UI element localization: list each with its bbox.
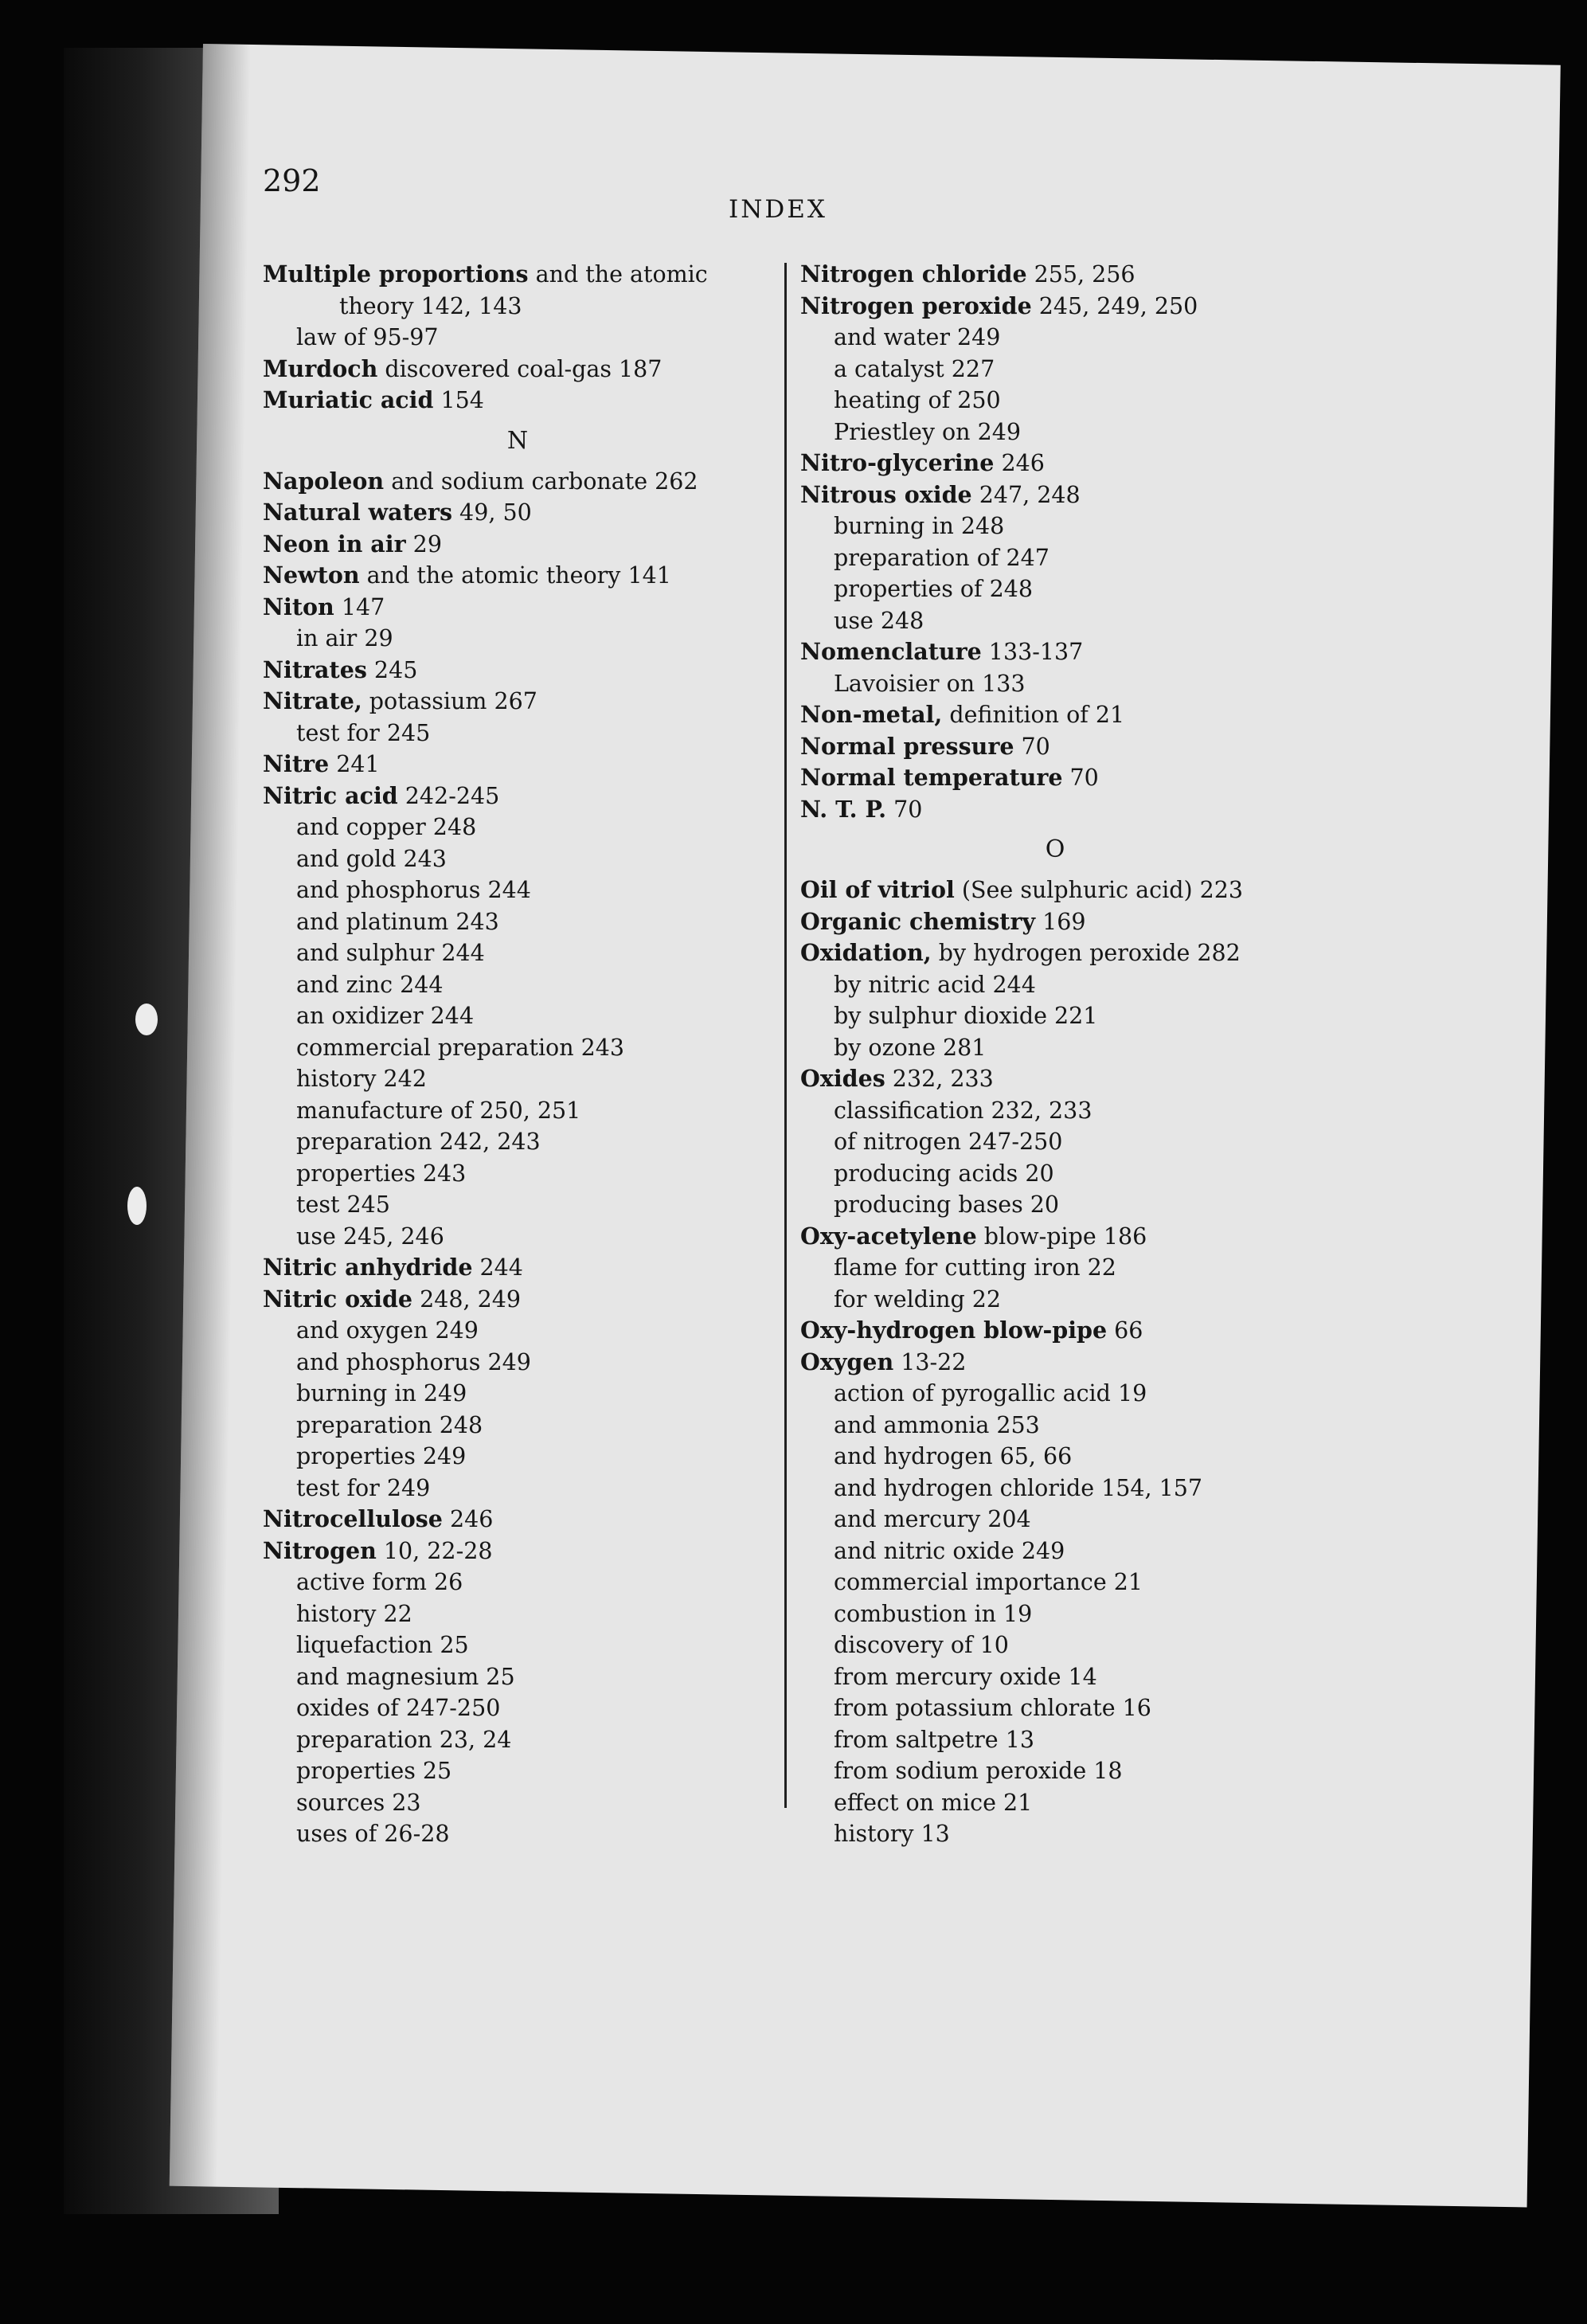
index-entry-pages: test 245 [296, 1191, 390, 1218]
index-entry-pages: 13-22 [893, 1348, 967, 1375]
index-entry-pages: a catalyst 227 [834, 355, 995, 382]
index-entry-pages: 70 [1062, 765, 1099, 791]
index-column-right [800, 259, 1310, 1850]
index-entry-term: Nitrocellulose [263, 1505, 443, 1532]
index-entry [800, 259, 1310, 291]
index-entry [263, 1504, 772, 1536]
index-entry [800, 874, 1310, 906]
index-entry-term: Napoleon [263, 467, 385, 495]
index-entry-term: Oxy-hydrogen blow-pipe [800, 1317, 1108, 1344]
index-entry-pages: producing acids 20 [834, 1160, 1054, 1187]
index-entry-term: Nitrogen chloride [800, 260, 1027, 288]
index-subentry [263, 1378, 772, 1410]
index-entry [263, 1536, 772, 1567]
index-entry [800, 1063, 1310, 1095]
index-entry-term: Oxy-acetylene [800, 1222, 977, 1250]
index-entry [263, 560, 772, 592]
index-subentry [263, 1818, 772, 1850]
index-entry [800, 937, 1310, 969]
index-subentry [800, 1567, 1310, 1598]
index-entry [263, 1252, 772, 1284]
index-entry-pages: 66 [1107, 1317, 1143, 1344]
index-entry-pages: 244 [472, 1254, 523, 1281]
index-entry-pages: and gold 243 [296, 845, 447, 872]
index-entry-pages: test for 249 [296, 1474, 431, 1501]
index-entry [800, 291, 1310, 323]
index-subentry [800, 1378, 1310, 1410]
index-subentry [263, 1630, 772, 1661]
index-entry-pages: 245 [366, 656, 418, 683]
index-entry-pages: 241 [329, 751, 380, 777]
index-subentry [263, 1410, 772, 1442]
index-entry-pages: definition of 21 [942, 702, 1125, 728]
index-entry [800, 731, 1310, 763]
index-entry-term: Nitric oxide [263, 1285, 413, 1313]
index-entry [800, 1315, 1310, 1347]
index-entry-term: Nomenclature [800, 638, 982, 665]
index-entry-pages: Priestley on 249 [834, 418, 1021, 445]
index-entry-pages: and copper 248 [296, 814, 477, 840]
index-entry-term: Multiple proportions [263, 260, 529, 288]
index-entry-pages: and ammonia 253 [834, 1411, 1040, 1438]
page-title: INDEX [729, 195, 827, 224]
index-subentry [263, 937, 772, 969]
index-subentry [800, 1692, 1310, 1724]
index-entry-pages: from mercury oxide 14 [834, 1663, 1097, 1690]
index-entry-term: N. T. P. [800, 795, 887, 823]
index-entry-term: Neon in air [263, 530, 406, 558]
column-divider [784, 263, 787, 1808]
index-subentry [263, 1567, 772, 1598]
index-entry [263, 749, 772, 781]
index-entry [263, 385, 772, 417]
index-subentry [800, 1032, 1310, 1064]
index-entry [800, 906, 1310, 938]
index-entry [263, 781, 772, 812]
index-entry-pages: and nitric oxide 249 [834, 1537, 1065, 1564]
index-subentry [263, 1158, 772, 1190]
index-entry-term: Normal temperature [800, 764, 1063, 791]
index-subentry [263, 1692, 772, 1724]
index-entry-term: Non-metal, [800, 701, 943, 728]
index-entry-pages: history 242 [296, 1066, 427, 1092]
index-entry-pages: 154 [433, 387, 484, 413]
index-subentry [800, 1410, 1310, 1442]
index-subentry [263, 843, 772, 875]
index-entry-term: Nitre [263, 750, 330, 777]
index-subentry [800, 354, 1310, 385]
index-entry-pages: and the atomic [528, 261, 708, 288]
index-entry-pages: and mercury 204 [834, 1506, 1031, 1532]
index-entry-pages: and hydrogen 65, 66 [834, 1443, 1073, 1469]
index-entry-term: Nitrates [263, 655, 367, 683]
index-entry-pages: by sulphur dioxide 221 [834, 1003, 1098, 1029]
index-entry-term: Oil of vitriol [800, 876, 955, 903]
index-subentry [800, 1126, 1310, 1158]
index-entry-pages: preparation 23, 24 [296, 1726, 512, 1753]
index-entry-term: Muriatic acid [263, 386, 434, 413]
index-entry-pages: by hydrogen peroxide 282 [931, 940, 1241, 966]
index-entry-term: Normal pressure [800, 732, 1014, 760]
index-entry-term: Newton [263, 561, 360, 589]
index-entry-pages: 242-245 [397, 782, 500, 809]
index-entry-pages: and oxygen 249 [296, 1317, 479, 1344]
index-entry-pages: discovery of 10 [834, 1632, 1009, 1658]
index-entry-pages: classification 232, 233 [834, 1097, 1093, 1124]
index-subentry [263, 1000, 772, 1032]
index-entry-pages: 70 [886, 796, 923, 823]
index-entry-pages: sources 23 [296, 1789, 421, 1816]
index-entry-pages: use 245, 246 [296, 1223, 444, 1250]
index-subentry [800, 385, 1310, 417]
index-entry [263, 354, 772, 385]
index-entry-pages: commercial preparation 243 [296, 1034, 625, 1061]
index-entry-term: Nitrate, [263, 687, 362, 714]
index-subentry [800, 1189, 1310, 1221]
index-entry [263, 592, 772, 624]
index-subentry [800, 1630, 1310, 1661]
index-entry-pages: 133-137 [981, 639, 1084, 665]
index-subentry [800, 573, 1310, 605]
index-entry [800, 762, 1310, 794]
index-subentry [263, 1315, 772, 1347]
index-section-letter: N [506, 426, 529, 455]
index-entry [800, 636, 1310, 668]
index-entry-pages: 255, 256 [1026, 261, 1136, 288]
index-entry [263, 686, 772, 718]
index-entry-pages: from saltpetre 13 [834, 1726, 1034, 1753]
index-entry-pages: potassium 267 [362, 688, 537, 714]
index-entry-term: Oxygen [800, 1348, 894, 1375]
index-subentry [800, 1252, 1310, 1284]
index-subentry [263, 1473, 772, 1504]
index-entry-pages: 49, 50 [452, 499, 532, 526]
index-subentry [800, 417, 1310, 448]
index-entry-pages: and sulphur 244 [296, 940, 485, 966]
index-subentry [800, 1536, 1310, 1567]
index-entry-pages: and sodium carbonate 262 [384, 468, 698, 495]
index-subentry [800, 1818, 1310, 1850]
index-entry-pages: theory 142, 143 [339, 292, 522, 319]
index-subentry [263, 322, 772, 354]
index-entry-pages: properties 25 [296, 1758, 452, 1784]
dust-speck [127, 1187, 147, 1225]
index-entry-term: Nitric acid [263, 781, 398, 809]
index-subentry [263, 1755, 772, 1787]
index-subentry [263, 1126, 772, 1158]
index-subentry [800, 1598, 1310, 1630]
index-entry-pages: and phosphorus 249 [296, 1348, 531, 1375]
index-entry-pages: 248, 249 [412, 1285, 522, 1313]
index-entry [800, 794, 1310, 826]
index-entry-term: Nitrogen peroxide [800, 291, 1032, 319]
index-entry-pages: 70 [1014, 733, 1050, 760]
index-entry-pages: properties 249 [296, 1443, 467, 1469]
index-subentry [800, 1473, 1310, 1504]
index-entry-pages: properties of 248 [834, 576, 1034, 602]
index-entry [263, 529, 772, 561]
index-entry-term: Nitrous oxide [800, 480, 972, 508]
index-entry-pages: and platinum 243 [296, 908, 499, 935]
page-number: 292 [263, 163, 321, 198]
index-entry-pages: test for 245 [296, 719, 431, 746]
index-entry-pages: combustion in 19 [834, 1600, 1033, 1627]
index-subentry [263, 291, 772, 323]
index-entry-pages: manufacture of 250, 251 [296, 1097, 581, 1124]
index-subentry [800, 322, 1310, 354]
index-entry-pages: and magnesium 25 [296, 1663, 515, 1690]
index-subentry [800, 1441, 1310, 1473]
index-entry-pages: 232, 233 [885, 1066, 994, 1092]
index-subentry [263, 1095, 772, 1127]
index-entry-pages: heating of 250 [834, 387, 1001, 413]
index-entry-pages: burning in 248 [834, 513, 1005, 539]
index-subentry [263, 1063, 772, 1095]
index-entry-pages: uses of 26-28 [296, 1821, 450, 1847]
index-entry [263, 1284, 772, 1316]
index-entry-pages: liquefaction 25 [296, 1632, 469, 1658]
index-entry-pages: by nitric acid 244 [834, 971, 1036, 998]
index-subentry [800, 1095, 1310, 1127]
index-entry [800, 479, 1310, 511]
index-entry-term: Oxidation, [800, 939, 932, 966]
index-subentry [263, 874, 772, 906]
index-subentry [263, 1032, 772, 1064]
index-subentry [263, 1661, 772, 1693]
index-entry-term: Natural waters [263, 499, 452, 526]
index-entry-pages: 147 [334, 593, 385, 620]
index-subentry [263, 718, 772, 749]
index-entry-pages: producing bases 20 [834, 1191, 1060, 1218]
index-entry-pages: history 22 [296, 1600, 412, 1627]
index-entry-term: Nitrogen [263, 1536, 377, 1564]
index-entry [263, 655, 772, 687]
index-subentry [800, 969, 1310, 1001]
index-entry-pages: preparation 248 [296, 1411, 483, 1438]
index-entry-pages: by ozone 281 [834, 1034, 987, 1061]
index-subentry [263, 1189, 772, 1221]
index-entry-pages: and zinc 244 [296, 971, 444, 998]
index-entry-pages: discovered coal-gas 187 [377, 355, 663, 382]
index-subentry [800, 511, 1310, 542]
index-subentry [263, 1787, 772, 1819]
index-entry [800, 1347, 1310, 1379]
index-entry-pages: 245, 249, 250 [1031, 292, 1198, 319]
index-subentry [800, 1724, 1310, 1756]
index-subentry [263, 623, 772, 655]
index-section-letter: O [1045, 835, 1065, 863]
index-entry-pages: (See sulphuric acid) 223 [954, 877, 1244, 903]
index-column-left [263, 259, 772, 1850]
index-subentry [800, 1787, 1310, 1819]
index-subentry [263, 969, 772, 1001]
index-subentry [800, 1158, 1310, 1190]
index-entry-pages: and hydrogen chloride 154, 157 [834, 1474, 1203, 1501]
index-entry-pages: oxides of 247-250 [296, 1695, 501, 1721]
index-entry-pages: 246 [994, 450, 1045, 476]
index-subentry [263, 1598, 772, 1630]
index-entry-term: Oxides [800, 1065, 885, 1092]
index-subentry [800, 1661, 1310, 1693]
index-entry-pages: and the atomic theory 141 [359, 562, 671, 589]
index-entry-pages: use 248 [834, 607, 924, 634]
index-entry-pages: from sodium peroxide 18 [834, 1758, 1123, 1784]
index-subentry [263, 1724, 772, 1756]
index-subentry [263, 1347, 772, 1379]
index-entry [263, 259, 772, 291]
index-entry-term: Nitro-glycerine [800, 449, 995, 476]
index-entry-pages: for welding 22 [834, 1285, 1002, 1313]
index-subentry [263, 1221, 772, 1253]
index-entry-pages: history 13 [834, 1821, 950, 1847]
index-entry-term: Organic chemistry [800, 907, 1036, 935]
index-subentry [800, 605, 1310, 637]
index-entry-term: Niton [263, 593, 334, 620]
index-entry-pages: burning in 249 [296, 1380, 467, 1407]
index-entry-pages: from potassium chlorate 16 [834, 1695, 1151, 1721]
index-entry-pages: action of pyrogallic acid 19 [834, 1380, 1147, 1407]
index-entry [800, 1221, 1310, 1253]
index-entry-pages: of nitrogen 247-250 [834, 1129, 1063, 1155]
index-subentry [800, 1755, 1310, 1787]
index-entry [800, 699, 1310, 731]
index-entry-pages: 169 [1035, 908, 1086, 935]
index-entry-pages: blow-pipe 186 [976, 1223, 1147, 1250]
index-subentry [800, 1284, 1310, 1316]
index-entry-pages: and phosphorus 244 [296, 877, 531, 903]
index-entry-pages: 247, 248 [971, 481, 1081, 508]
index-entry-pages: in air 29 [296, 625, 393, 651]
index-entry-pages: 10, 22-28 [376, 1537, 493, 1564]
index-subentry [263, 1441, 772, 1473]
index-subentry [263, 812, 772, 843]
index-entry-pages: an oxidizer 244 [296, 1003, 475, 1029]
index-entry [800, 448, 1310, 479]
index-entry-pages: and water 249 [834, 324, 1001, 350]
index-subentry [800, 668, 1310, 700]
index-entry-pages: 29 [405, 530, 442, 558]
index-entry-pages: flame for cutting iron 22 [834, 1254, 1116, 1281]
index-entry-term: Murdoch [263, 354, 378, 382]
index-entry-pages: law of 95-97 [296, 324, 439, 350]
index-entry-pages: preparation 242, 243 [296, 1129, 541, 1155]
index-subentry [800, 1000, 1310, 1032]
index-entry-pages: preparation of 247 [834, 544, 1050, 571]
index-entry-pages: commercial importance 21 [834, 1569, 1143, 1595]
index-entry-term: Nitric anhydride [263, 1254, 473, 1281]
index-subentry [800, 542, 1310, 574]
index-subentry [263, 906, 772, 938]
index-entry-pages: effect on mice 21 [834, 1789, 1033, 1816]
index-entry-pages: active form 26 [296, 1569, 463, 1595]
index-entry-pages: properties 243 [296, 1160, 467, 1187]
index-entry [263, 466, 772, 498]
dust-speck [135, 1004, 158, 1035]
index-entry-pages: Lavoisier on 133 [834, 670, 1026, 697]
index-entry [263, 497, 772, 529]
index-subentry [800, 1504, 1310, 1536]
index-entry-pages: 246 [442, 1506, 494, 1532]
